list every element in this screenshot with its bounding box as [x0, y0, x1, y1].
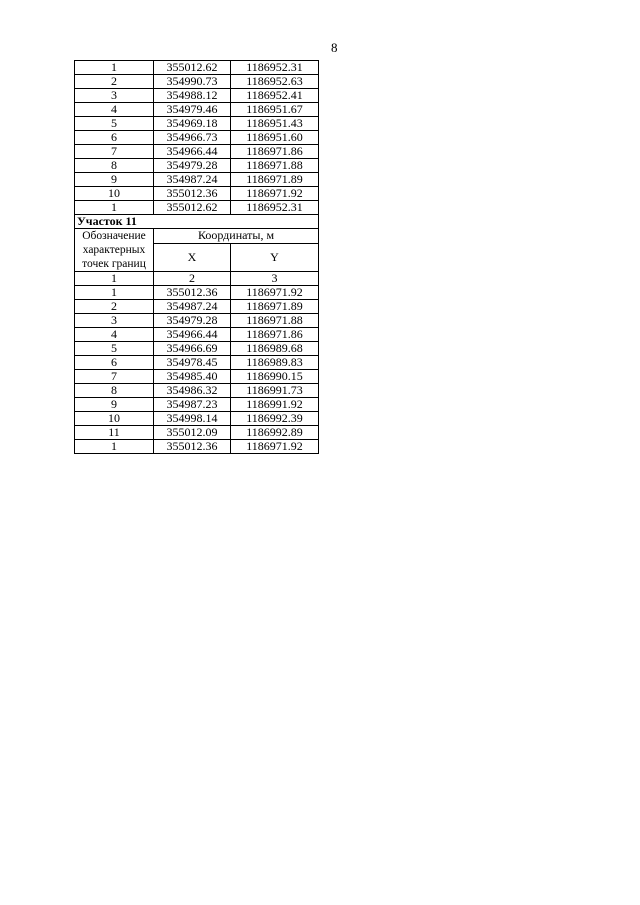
y-value: 1186990.15: [231, 370, 319, 384]
table-row: [75, 440, 319, 454]
x-value: 354990.73: [154, 75, 231, 89]
y-value: 1186991.92: [231, 398, 319, 412]
x-value: 354987.24: [154, 300, 231, 314]
table-row: [75, 426, 319, 440]
x-value: 354987.23: [154, 398, 231, 412]
column-number-1: 1: [75, 272, 154, 286]
point-number: 2: [75, 300, 154, 314]
page-number: 8: [331, 40, 338, 55]
x-value: 354998.14: [154, 412, 231, 426]
point-number: 10: [75, 412, 154, 426]
column-number-2: 2: [154, 272, 231, 286]
y-value: 1186971.86: [231, 145, 319, 159]
x-value: 355012.36: [154, 286, 231, 300]
table-row: [75, 201, 319, 215]
table-row: [75, 103, 319, 117]
y-header: Y: [231, 243, 319, 271]
x-value: 355012.36: [154, 440, 231, 454]
y-value: 1186992.89: [231, 426, 319, 440]
y-value: 1186952.31: [231, 201, 319, 215]
section-title-row: [75, 215, 319, 229]
table-row: [75, 117, 319, 131]
point-number: 3: [75, 89, 154, 103]
point-number: 1: [75, 61, 154, 75]
point-number: 7: [75, 370, 154, 384]
table-row: [75, 173, 319, 187]
x-value: 355012.62: [154, 201, 231, 215]
y-value: 1186989.68: [231, 342, 319, 356]
column-numbering-row: [75, 272, 319, 286]
x-value: 354966.69: [154, 342, 231, 356]
x-value: 355012.09: [154, 426, 231, 440]
y-value: 1186989.83: [231, 356, 319, 370]
y-value: 1186951.60: [231, 131, 319, 145]
point-number: 7: [75, 145, 154, 159]
y-value: 1186971.89: [231, 173, 319, 187]
x-value: 354986.32: [154, 384, 231, 398]
y-value: 1186971.92: [231, 187, 319, 201]
table-row: [75, 89, 319, 103]
y-value: 1186971.92: [231, 286, 319, 300]
table-row: [75, 370, 319, 384]
x-value: 355012.36: [154, 187, 231, 201]
x-header: X: [154, 243, 231, 271]
x-value: 355012.62: [154, 61, 231, 75]
x-value: 354988.12: [154, 89, 231, 103]
y-value: 1186971.86: [231, 328, 319, 342]
x-value: 354979.28: [154, 314, 231, 328]
coordinates-header: Координаты, м: [154, 229, 319, 244]
y-value: 1186952.41: [231, 89, 319, 103]
x-value: 354969.18: [154, 117, 231, 131]
point-number: 9: [75, 398, 154, 412]
x-value: 354966.73: [154, 131, 231, 145]
y-value: 1186951.43: [231, 117, 319, 131]
point-number: 1: [75, 286, 154, 300]
x-value: 354966.44: [154, 145, 231, 159]
point-number: 11: [75, 426, 154, 440]
points-label-header: Обозначение характерных точек границ: [75, 229, 154, 272]
point-number: 6: [75, 356, 154, 370]
section-11-rows: [75, 286, 319, 454]
table-row: [75, 342, 319, 356]
section-11: [75, 215, 319, 286]
point-number: 4: [75, 103, 154, 117]
coordinates-table: [74, 60, 319, 454]
y-value: 1186971.92: [231, 440, 319, 454]
point-number: 5: [75, 117, 154, 131]
table-row: [75, 328, 319, 342]
y-value: 1186971.88: [231, 159, 319, 173]
point-number: 6: [75, 131, 154, 145]
table-row: [75, 145, 319, 159]
y-value: 1186992.39: [231, 412, 319, 426]
y-value: 1186952.31: [231, 61, 319, 75]
point-number: 8: [75, 159, 154, 173]
y-value: 1186952.63: [231, 75, 319, 89]
table-row: [75, 61, 319, 75]
x-value: 354985.40: [154, 370, 231, 384]
x-value: 354966.44: [154, 328, 231, 342]
point-number: 1: [75, 440, 154, 454]
y-value: 1186971.89: [231, 300, 319, 314]
point-number: 5: [75, 342, 154, 356]
point-number: 9: [75, 173, 154, 187]
column-number-3: 3: [231, 272, 319, 286]
section-title: Участок 11: [75, 215, 319, 229]
previous-section-rows: [75, 61, 319, 215]
table-row: [75, 412, 319, 426]
point-number: 10: [75, 187, 154, 201]
table-row: [75, 384, 319, 398]
table-row: [75, 159, 319, 173]
table-row: [75, 314, 319, 328]
table-row: [75, 300, 319, 314]
x-value: 354979.46: [154, 103, 231, 117]
point-number: 3: [75, 314, 154, 328]
point-number: 2: [75, 75, 154, 89]
y-value: 1186991.73: [231, 384, 319, 398]
y-value: 1186951.67: [231, 103, 319, 117]
y-value: 1186971.88: [231, 314, 319, 328]
x-value: 354979.28: [154, 159, 231, 173]
point-number: 4: [75, 328, 154, 342]
table-row: [75, 286, 319, 300]
table-row: [75, 131, 319, 145]
table-row: [75, 356, 319, 370]
point-number: 1: [75, 201, 154, 215]
table-row: [75, 398, 319, 412]
point-number: 8: [75, 384, 154, 398]
header-row-coords: [75, 229, 319, 244]
table-row: [75, 75, 319, 89]
x-value: 354978.45: [154, 356, 231, 370]
table-row: [75, 187, 319, 201]
x-value: 354987.24: [154, 173, 231, 187]
